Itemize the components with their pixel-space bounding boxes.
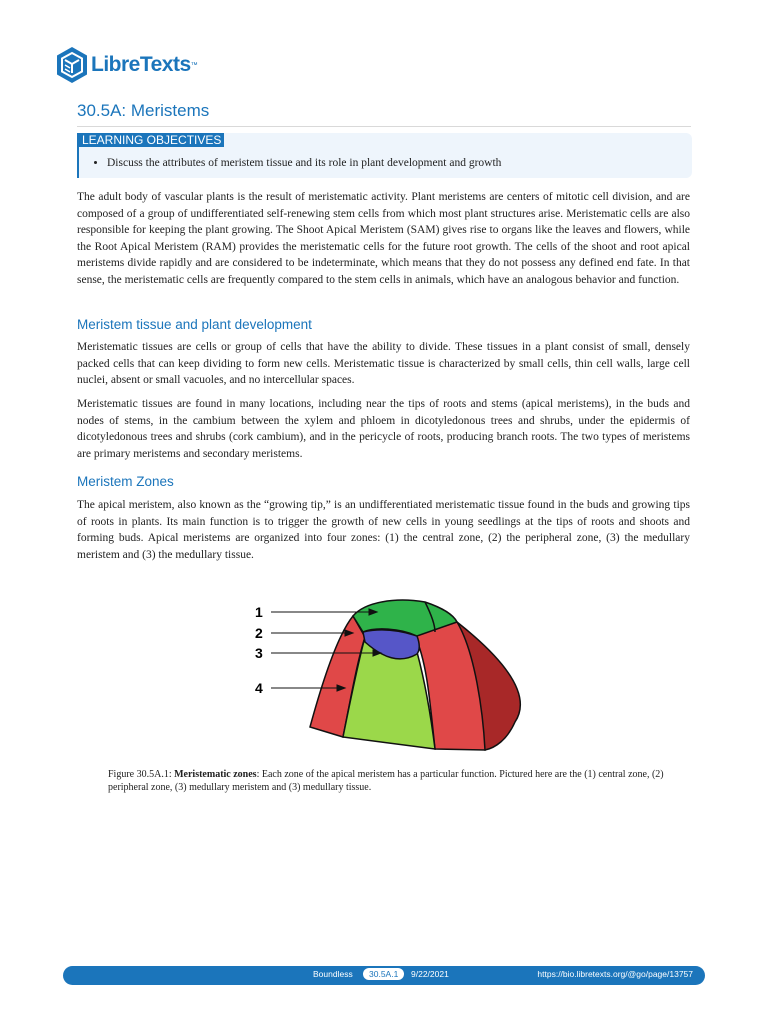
figure-label-3: 3 [255, 645, 263, 661]
tissue-paragraph-2: Meristematic tissues are found in many locations, including near the tips of roots and stems (apical meristems), in the buds and nodes of stems, in the cambium between the xylem and phloem in dicotyledonous trees and shrubs, under the epidermis of dicotyledonous trees and shrubs (cork cambium), and in the pericycle of roots, producing branch roots. The two types of meristems are primary meristems and secondary meristems. [77, 398, 690, 460]
footer-date: 9/22/2021 [411, 969, 449, 979]
figure-caption-title: Meristematic zones [174, 769, 257, 780]
learning-objective-item: • Discuss the attributes of meristem tissue and its role in plant development and growth [107, 157, 501, 169]
figure-label-2: 2 [255, 625, 263, 641]
libretexts-logo[interactable] [55, 46, 198, 84]
page-footer [63, 966, 705, 985]
intro-paragraph: The adult body of vascular plants is the result of meristematic activity. Plant meristems are centers of mitotic cell division, and are composed of a group of undifferentiated self-renewing stem cells from which most plant structures arise. Meristematic cells are also responsible for keeping the plant growing. The Shoot Apical Meristem (SAM) gives rise to organs like the leaves and flowers, while the Root Apical Meristem (RAM) provides the meristematic cells for the future root growth. The cells of the shoot and root apical meristems divide rapidly and are considered to be indeterminate, which means that they do not possess any defined end fate. In that sense, the meristematic cells are frequently compared to the stem cells in animals, which have an analogous behavior and function. [77, 191, 690, 286]
figure-label-1: 1 [255, 604, 263, 620]
learning-objectives-list [89, 157, 501, 169]
page-title: 30.5A: Meristems [77, 101, 691, 127]
footer-url-link[interactable]: https://bio.libretexts.org/@go/page/13757 [537, 969, 693, 979]
trademark-symbol: ™ [190, 61, 198, 69]
figure-caption-text: : Each zone of the apical meristem has a particular function. Pictured here are the (1) central zone, (2) peripheral zone, (3) medullary meristem and (3) medullary tissue. [108, 769, 664, 793]
figure-caption-prefix: Figure 30.5A.1: [108, 769, 175, 780]
figure-caption [108, 768, 668, 794]
learning-objectives-header: LEARNING OBJECTIVES [79, 133, 224, 147]
brand-name: LibreTexts [91, 53, 191, 76]
zones-paragraph: The apical meristem, also known as the “growing tip,” is an undifferentiated meristematic tissue found in the buds and growing tips of roots in plants. Its main function is to trigger the growth of new cells in young seedlings at the tips of roots and shoots and forming buds. Apical meristems are organized into four zones: (1) the central zone, (2) the peripheral zone, (3) the medullary meristem and (3) the medullary tissue. [77, 499, 690, 561]
section-heading-zones: Meristem Zones [77, 474, 174, 489]
figure-label-4: 4 [255, 680, 263, 696]
learning-objectives-box [77, 133, 692, 178]
meristem-zones-figure [245, 592, 530, 757]
tissue-paragraph-1: Meristematic tissues are cells or group of cells that have the ability to divide. These tissues in a plant consist of small, densely packed cells that can keep dividing to form new cells. Meristematic tissue is characterized by small cells, thin cell walls, large cell nuclei, absent or small vacuoles, and no intercellular spaces. [77, 341, 690, 386]
libretexts-hexagon-icon [55, 46, 89, 84]
footer-page-id: 30.5A.1 [363, 968, 404, 980]
footer-source: Boundless [313, 969, 353, 979]
section-heading-tissue: Meristem tissue and plant development [77, 317, 312, 332]
